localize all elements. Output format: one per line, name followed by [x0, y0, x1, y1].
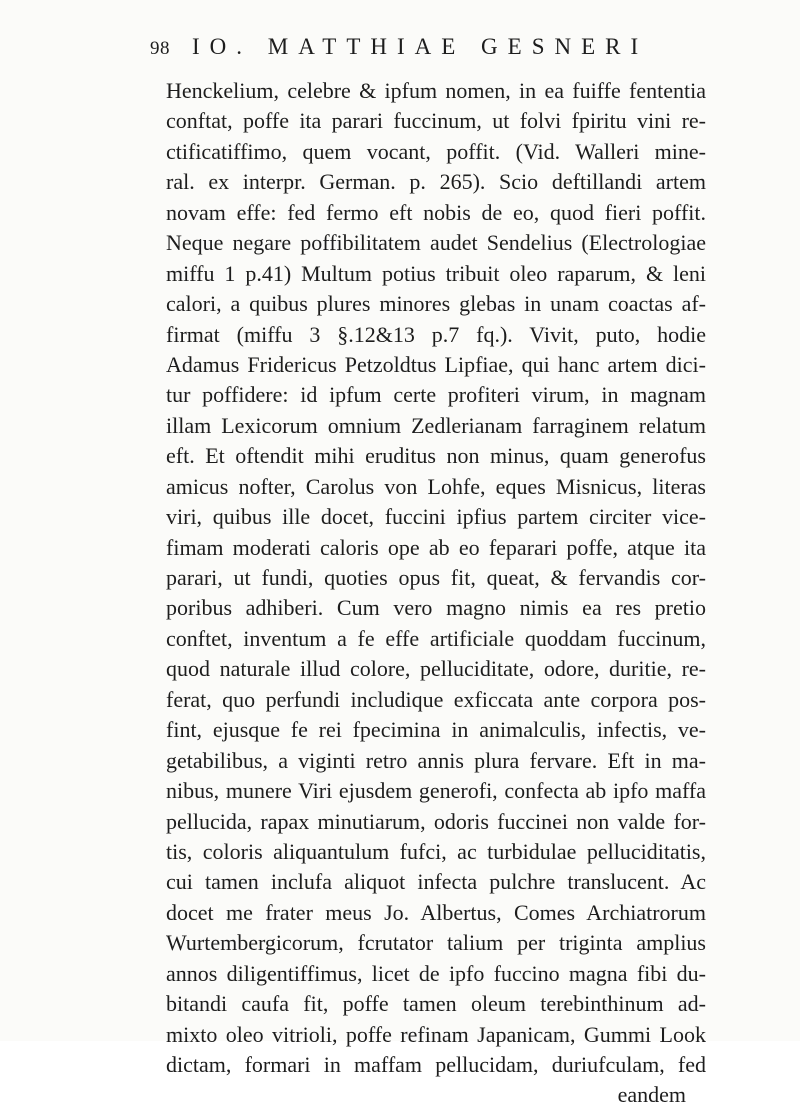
page-header: [150, 34, 790, 68]
text-line: viri, quibus ille docet, fuccini ipfius partem circiter vice-: [166, 504, 706, 530]
text-line: miffu 1 p.41) Multum potius tribuit oleo raparum, & leni: [166, 260, 706, 286]
text-line: docet me frater meus Jo. Albertus, Comes Archiatrorum: [166, 899, 706, 925]
text-line: mixto oleo vitrioli, poffe refinam Japanicam, Gummi Look: [166, 1021, 706, 1047]
text-line: eandem: [617, 1082, 686, 1108]
running-head: IO. MATTHIAE GESNERI: [192, 34, 649, 59]
text-line: conftet, inventum a fe effe artificiale quoddam fuccinum,: [166, 625, 706, 651]
text-line: fint, ejusque fe rei fpecimina in animalculis, infectis, ve-: [166, 717, 706, 743]
text-line: Henckelium, celebre & ipfum nomen, in ea fuiffe fententia: [166, 78, 706, 103]
body-text: [166, 76, 706, 1111]
text-line: novam effe: fed fermo eft nobis de eo, quod fieri poffit.: [166, 199, 706, 225]
text-line: quod naturale illud colore, pelluciditate, odore, duritie, re-: [166, 656, 706, 682]
text-line: Wurtembergicorum, fcrutator talium per triginta amplius: [166, 930, 706, 956]
text-line: tis, coloris aliquantulum fufci, ac turbidulae pelluciditatis,: [166, 838, 706, 864]
text-line: firmat (miffu 3 §.12&13 p.7 fq.). Vivit, puto, hodie: [166, 321, 706, 347]
text-line: dictam, formari in maffam pellucidam, duriufculam, fed: [166, 1052, 706, 1077]
text-line: Neque negare poffibilitatem audet Sendelius (Electrologiae: [166, 230, 706, 256]
text-line: calori, a quibus plures minores glebas in unam coactas af-: [166, 291, 706, 317]
text-line: poribus adhiberi. Cum vero magno nimis ea res pretio: [166, 595, 706, 621]
text-line: annos diligentiffimus, licet de ipfo fuccino magna fibi du-: [166, 960, 706, 986]
text-line: ral. ex interpr. German. p. 265). Scio deftillandi artem: [166, 169, 706, 195]
text-line: nibus, munere Viri ejusdem generofi, confecta ab ipfo maffa: [166, 778, 706, 804]
text-line: conftat, poffe ita parari fuccinum, ut folvi fpiritu vini re-: [166, 108, 706, 134]
page-number: 98: [150, 38, 170, 59]
text-line: tur poffidere: id ipfum certe profiteri virum, in magnam: [166, 382, 706, 408]
text-line: amicus nofter, Carolus von Lohfe, eques Misnicus, literas: [166, 473, 706, 499]
text-line: getabilibus, a viginti retro annis plura fervare. Eft in ma-: [166, 747, 706, 773]
text-line: illam Lexicorum omnium Zedlerianam farraginem relatum: [166, 412, 706, 438]
text-line: cui tamen inclufa aliquot infecta pulchre translucent. Ac: [166, 869, 706, 895]
text-line: Adamus Fridericus Petzoldtus Lipfiae, qui hanc artem dici-: [166, 351, 706, 377]
text-line: parari, ut fundi, quoties opus fit, queat, & fervandis cor-: [166, 565, 706, 590]
text-line: eft. Et oftendit mihi eruditus non minus, quam generofus: [166, 443, 706, 469]
text-line: ferat, quo perfundi includique exficcata ante corpora pos-: [166, 686, 706, 712]
text-line: fimam moderati caloris ope ab eo feparari poffe, atque ita: [166, 534, 706, 560]
text-line: pellucida, rapax minutiarum, odoris fuccinei non valde for-: [166, 808, 706, 834]
text-line: bitandi caufa fit, poffe tamen oleum terebinthinum ad-: [166, 991, 706, 1017]
text-line: ctificatiffimo, quem vocant, poffit. (Vid. Walleri mine-: [166, 138, 706, 164]
